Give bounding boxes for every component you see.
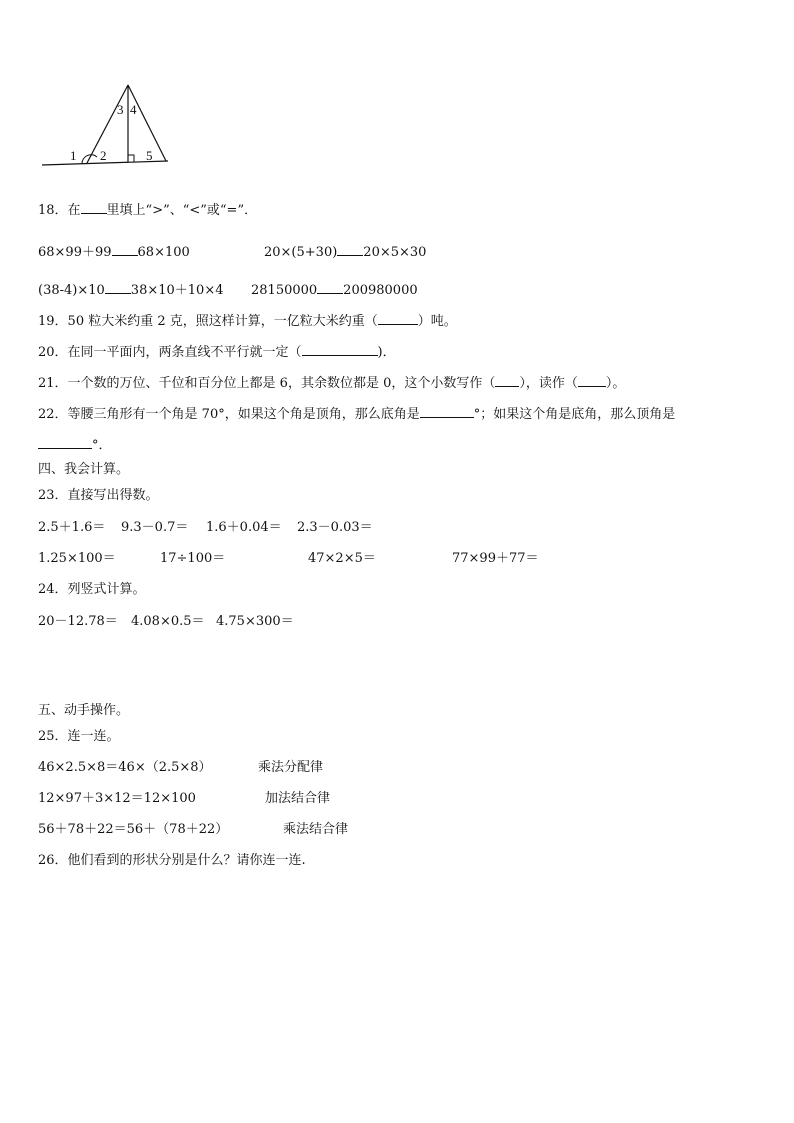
q25-expr-3: 56＋78＋22＝56＋（78＋22） bbox=[38, 822, 229, 837]
q23-r1-1: 2.5＋1.6＝ bbox=[38, 520, 106, 535]
q19 bbox=[38, 312, 457, 330]
q26: 26．他们看到的形状分别是什么？请你连一连. bbox=[38, 853, 306, 868]
q25-law-2[interactable]: 加法结合律 bbox=[265, 791, 331, 806]
q18-a-right: 68×100 bbox=[137, 245, 190, 260]
q24-item-3: 4.75×300＝ bbox=[216, 614, 294, 629]
q18-b-left: 20×(5+30) bbox=[264, 245, 338, 260]
right-angle-mark bbox=[128, 155, 134, 162]
q24-item-1: 20－12.78＝ bbox=[38, 614, 118, 629]
q18-b-right: 20×5×30 bbox=[363, 245, 427, 260]
q23-r2-4: 77×99＋77＝ bbox=[452, 551, 539, 566]
angle-label-5: 5 bbox=[146, 148, 153, 163]
q23-title: 23．直接写出得数。 bbox=[38, 488, 159, 503]
angle-label-2: 2 bbox=[100, 148, 107, 163]
q18-item-c bbox=[38, 281, 223, 299]
q19-text: 19．50 粒大米约重 2 克，照这样计算，一亿粒大米约重（ bbox=[38, 314, 378, 329]
q22-blank-2[interactable] bbox=[38, 436, 92, 449]
q22-line2 bbox=[38, 436, 112, 454]
q18-suffix: 里填上“>”、“<”或“=”． bbox=[106, 203, 258, 218]
q18-item-a bbox=[38, 243, 190, 261]
q18-d-left: 28150000 bbox=[251, 283, 318, 298]
q18-b-blank[interactable] bbox=[337, 243, 363, 256]
q25-law-1[interactable]: 乘法分配律 bbox=[258, 760, 324, 775]
q22-blank-1[interactable] bbox=[420, 405, 474, 418]
q25-title: 25．连一连。 bbox=[38, 729, 120, 744]
q21-blank-2[interactable] bbox=[578, 374, 606, 387]
q19-end: ）吨。 bbox=[417, 314, 457, 329]
q22-line1 bbox=[38, 405, 675, 423]
q18-blank[interactable] bbox=[81, 201, 107, 214]
angle-label-1: 1 bbox=[70, 148, 77, 163]
q18-a-left: 68×99＋99 bbox=[38, 245, 112, 260]
q22-text: 22．等腰三角形有一个角是 70°，如果这个角是顶角，那么底角是 bbox=[38, 407, 420, 422]
q23-r1-2: 9.3－0.7＝ bbox=[121, 520, 189, 535]
q18-c-blank[interactable] bbox=[105, 281, 131, 294]
q20-text: 20．在同一平面内，两条直线不平行就一定（ bbox=[38, 345, 302, 360]
q18-prefix: 18．在 bbox=[38, 203, 81, 218]
q18-c-left: (38-4)×10 bbox=[38, 283, 105, 298]
q25-expr-1: 46×2.5×8＝46×（2.5×8） bbox=[38, 760, 212, 775]
q23-r2-2: 17÷100＝ bbox=[160, 551, 226, 566]
angle-label-3: 3 bbox=[117, 102, 124, 117]
q21 bbox=[38, 374, 625, 392]
q21-end: ）。 bbox=[605, 376, 626, 391]
q23-r1-4: 2.3－0.03＝ bbox=[297, 520, 373, 535]
q20 bbox=[38, 343, 396, 361]
q23-r2-3: 47×2×5＝ bbox=[308, 551, 376, 566]
q23-r2-1: 1.25×100＝ bbox=[38, 551, 116, 566]
q19-blank[interactable] bbox=[378, 312, 418, 325]
triangle-figure bbox=[0, 0, 794, 180]
section-4-heading: 四、我会计算。 bbox=[38, 462, 130, 477]
q20-end: )． bbox=[377, 345, 396, 360]
q22-mid: °；如果这个角是底角，那么顶角是 bbox=[473, 407, 676, 422]
q23-r1-3: 1.6＋0.04＝ bbox=[206, 520, 282, 535]
q18-c-right: 38×10＋10×4 bbox=[130, 283, 224, 298]
q20-blank[interactable] bbox=[302, 343, 378, 356]
q18-a-blank[interactable] bbox=[112, 243, 138, 256]
q25-law-3[interactable]: 乘法结合律 bbox=[283, 822, 349, 837]
q21-text: 21．一个数的万位、千位和百分位上都是 6，其余数位都是 0，这个小数写作（ bbox=[38, 376, 496, 391]
q24-title: 24．列竖式计算。 bbox=[38, 582, 146, 597]
q18-item-d bbox=[251, 281, 418, 299]
q25-expr-2: 12×97＋3×12＝12×100 bbox=[38, 791, 196, 806]
q18-prompt bbox=[38, 201, 257, 219]
q21-blank-1[interactable] bbox=[495, 374, 519, 387]
q21-mid: ），读作（ bbox=[519, 376, 578, 391]
q18-item-b bbox=[264, 243, 426, 261]
q24-item-2: 4.08×0.5＝ bbox=[131, 614, 205, 629]
q18-d-right: 200980000 bbox=[343, 283, 418, 298]
section-5-heading: 五、动手操作。 bbox=[38, 703, 130, 718]
q18-d-blank[interactable] bbox=[317, 281, 343, 294]
left-side bbox=[87, 85, 128, 163]
q22-end: °． bbox=[92, 438, 112, 453]
angle-label-4: 4 bbox=[130, 102, 137, 117]
